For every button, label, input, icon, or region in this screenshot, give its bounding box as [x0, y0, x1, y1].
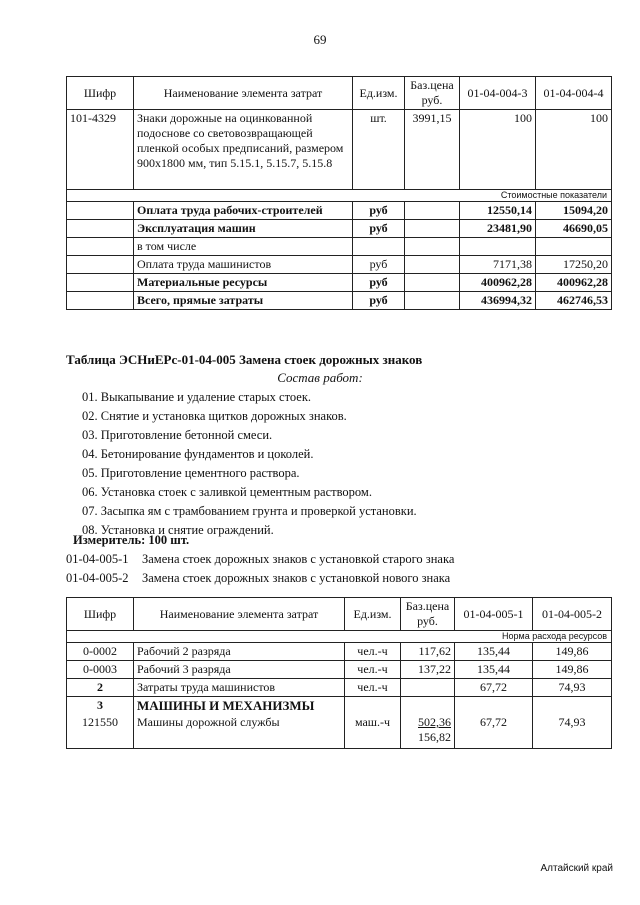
work-heading: Состав работ: — [277, 370, 363, 385]
variant-code: 01-04-005-1 — [66, 552, 129, 566]
cell-v1: 135,44 — [455, 661, 533, 679]
cell-unit: руб — [353, 220, 405, 238]
cell-name: Рабочий 2 разряда — [134, 643, 345, 661]
table-row — [67, 256, 612, 274]
table-row — [67, 292, 612, 310]
table-row — [67, 643, 612, 661]
variant-line — [66, 552, 454, 567]
cell-unit: маш.-ч — [345, 714, 401, 748]
section-label: Стоимостные показатели — [67, 190, 612, 202]
variant-text: Замена стоек дорожных знаков с установкой нового знака — [142, 571, 451, 585]
cell-price: 3991,15 — [405, 110, 460, 190]
cell-name: Всего, прямые затраты — [134, 292, 353, 310]
section-row — [67, 190, 612, 202]
cell-v2: 149,86 — [533, 643, 612, 661]
cell-unit: руб — [353, 256, 405, 274]
header-variant-1: 01-04-005-1 — [455, 598, 533, 631]
header-price: Баз.цена руб. — [405, 77, 460, 110]
table-row — [67, 202, 612, 220]
cell-v2: 46690,05 — [536, 220, 612, 238]
cell-v1: 7171,38 — [460, 256, 536, 274]
cell-v2: 100 — [536, 110, 612, 190]
price-value-2: 156,82 — [418, 730, 451, 744]
cell-v2: 149,86 — [533, 661, 612, 679]
cell-unit: чел.-ч — [345, 679, 401, 697]
cell-v1: 436994,32 — [460, 292, 536, 310]
table-row — [67, 220, 612, 238]
cell-unit: чел.-ч — [345, 661, 401, 679]
cell-unit: руб — [353, 292, 405, 310]
header-price: Баз.цена руб. — [401, 598, 455, 631]
cell-name: в том числе — [134, 238, 353, 256]
cell-v2: 17250,20 — [536, 256, 612, 274]
cell-code: 121550 — [67, 714, 134, 748]
cell-name: Эксплуатация машин — [134, 220, 353, 238]
work-item: 08. Установка и снятие ограждений. — [82, 523, 274, 537]
table-row — [67, 714, 612, 748]
table-header-row — [67, 598, 612, 631]
cell-v2: 462746,53 — [536, 292, 612, 310]
cell-v2: 74,93 — [533, 714, 612, 748]
cost-table-01-04-004 — [66, 76, 612, 310]
cell-price: 117,62 — [401, 643, 455, 661]
section-label: Норма расхода ресурсов — [67, 631, 612, 643]
work-item: 05. Приготовление цементного раствора. — [82, 466, 300, 480]
header-variant-2: 01-04-005-2 — [533, 598, 612, 631]
cell-code: 3 — [67, 697, 134, 715]
cell-price — [401, 714, 455, 748]
cell-v1: 67,72 — [455, 714, 533, 748]
work-item: 04. Бетонирование фундаментов и цоколей. — [82, 447, 314, 461]
work-item: 02. Снятие и установка щитков дорожных знаков. — [82, 409, 347, 423]
cell-v1: 100 — [460, 110, 536, 190]
header-name: Наименование элемента затрат — [134, 598, 345, 631]
cell-price: 137,22 — [401, 661, 455, 679]
table-row — [67, 697, 612, 715]
cell-unit: шт. — [353, 110, 405, 190]
page-number: 69 — [313, 32, 327, 47]
resource-table-01-04-005 — [66, 597, 612, 749]
cell-code: 101-4329 — [67, 110, 134, 190]
cell-name: Знаки дорожные на оцинкованной подоснове со световозвращающей пленкой особых предписаний, размером 900х1800 мм, тип 5.15.1, 5.15.7, 5.15.8 — [134, 110, 353, 190]
header-code: Шифр — [67, 598, 134, 631]
variant-line — [66, 571, 450, 586]
cell-name: Оплата труда рабочих-строителей — [134, 202, 353, 220]
cell-name: Затраты труда машинистов — [134, 679, 345, 697]
work-item: 03. Приготовление бетонной смеси. — [82, 428, 273, 442]
variant-text: Замена стоек дорожных знаков с установкой старого знака — [142, 552, 455, 566]
work-item: 06. Установка стоек с заливкой цементным раствором. — [82, 485, 372, 499]
cell-v1: 135,44 — [455, 643, 533, 661]
table-header-row — [67, 77, 612, 110]
cell-name: Оплата труда машинистов — [134, 256, 353, 274]
cell-v2: 74,93 — [533, 679, 612, 697]
cell-code: 0-0003 — [67, 661, 134, 679]
footer-region: Алтайский край — [540, 863, 613, 874]
work-item: 01. Выкапывание и удаление старых стоек. — [82, 390, 312, 404]
header-code: Шифр — [67, 77, 134, 110]
cell-name: Рабочий 3 разряда — [134, 661, 345, 679]
cell-name: Машины дорожной службы — [134, 714, 345, 748]
table-row — [67, 274, 612, 292]
cell-v2: 15094,20 — [536, 202, 612, 220]
header-variant-1: 01-04-004-3 — [460, 77, 536, 110]
cell-v1: 67,72 — [455, 679, 533, 697]
cell-name: Материальные ресурсы — [134, 274, 353, 292]
header-unit: Ед.изм. — [353, 77, 405, 110]
cell-unit: руб — [353, 202, 405, 220]
header-variant-2: 01-04-004-4 — [536, 77, 612, 110]
table-row — [67, 110, 612, 190]
cell-v1: 23481,90 — [460, 220, 536, 238]
cell-name: МАШИНЫ И МЕХАНИЗМЫ — [134, 697, 345, 715]
header-unit: Ед.изм. — [345, 598, 401, 631]
table-row — [67, 679, 612, 697]
cell-v1: 400962,28 — [460, 274, 536, 292]
table-row — [67, 238, 612, 256]
cell-unit: руб — [353, 274, 405, 292]
cell-code: 0-0002 — [67, 643, 134, 661]
table-row — [67, 661, 612, 679]
header-name: Наименование элемента затрат — [134, 77, 353, 110]
price-value: 502,36 — [418, 715, 451, 729]
table-title: Таблица ЭСНиЕРс-01-04-005 Замена стоек дорожных знаков — [66, 352, 423, 367]
section-row — [67, 631, 612, 643]
cell-v2: 400962,28 — [536, 274, 612, 292]
meter-label: Измеритель: 100 шт. — [73, 533, 190, 547]
variant-code: 01-04-005-2 — [66, 571, 129, 585]
cell-code: 2 — [67, 679, 134, 697]
work-item: 07. Засыпка ям с трамбованием грунта и проверкой установки. — [82, 504, 417, 518]
cell-v1: 12550,14 — [460, 202, 536, 220]
cell-unit: чел.-ч — [345, 643, 401, 661]
